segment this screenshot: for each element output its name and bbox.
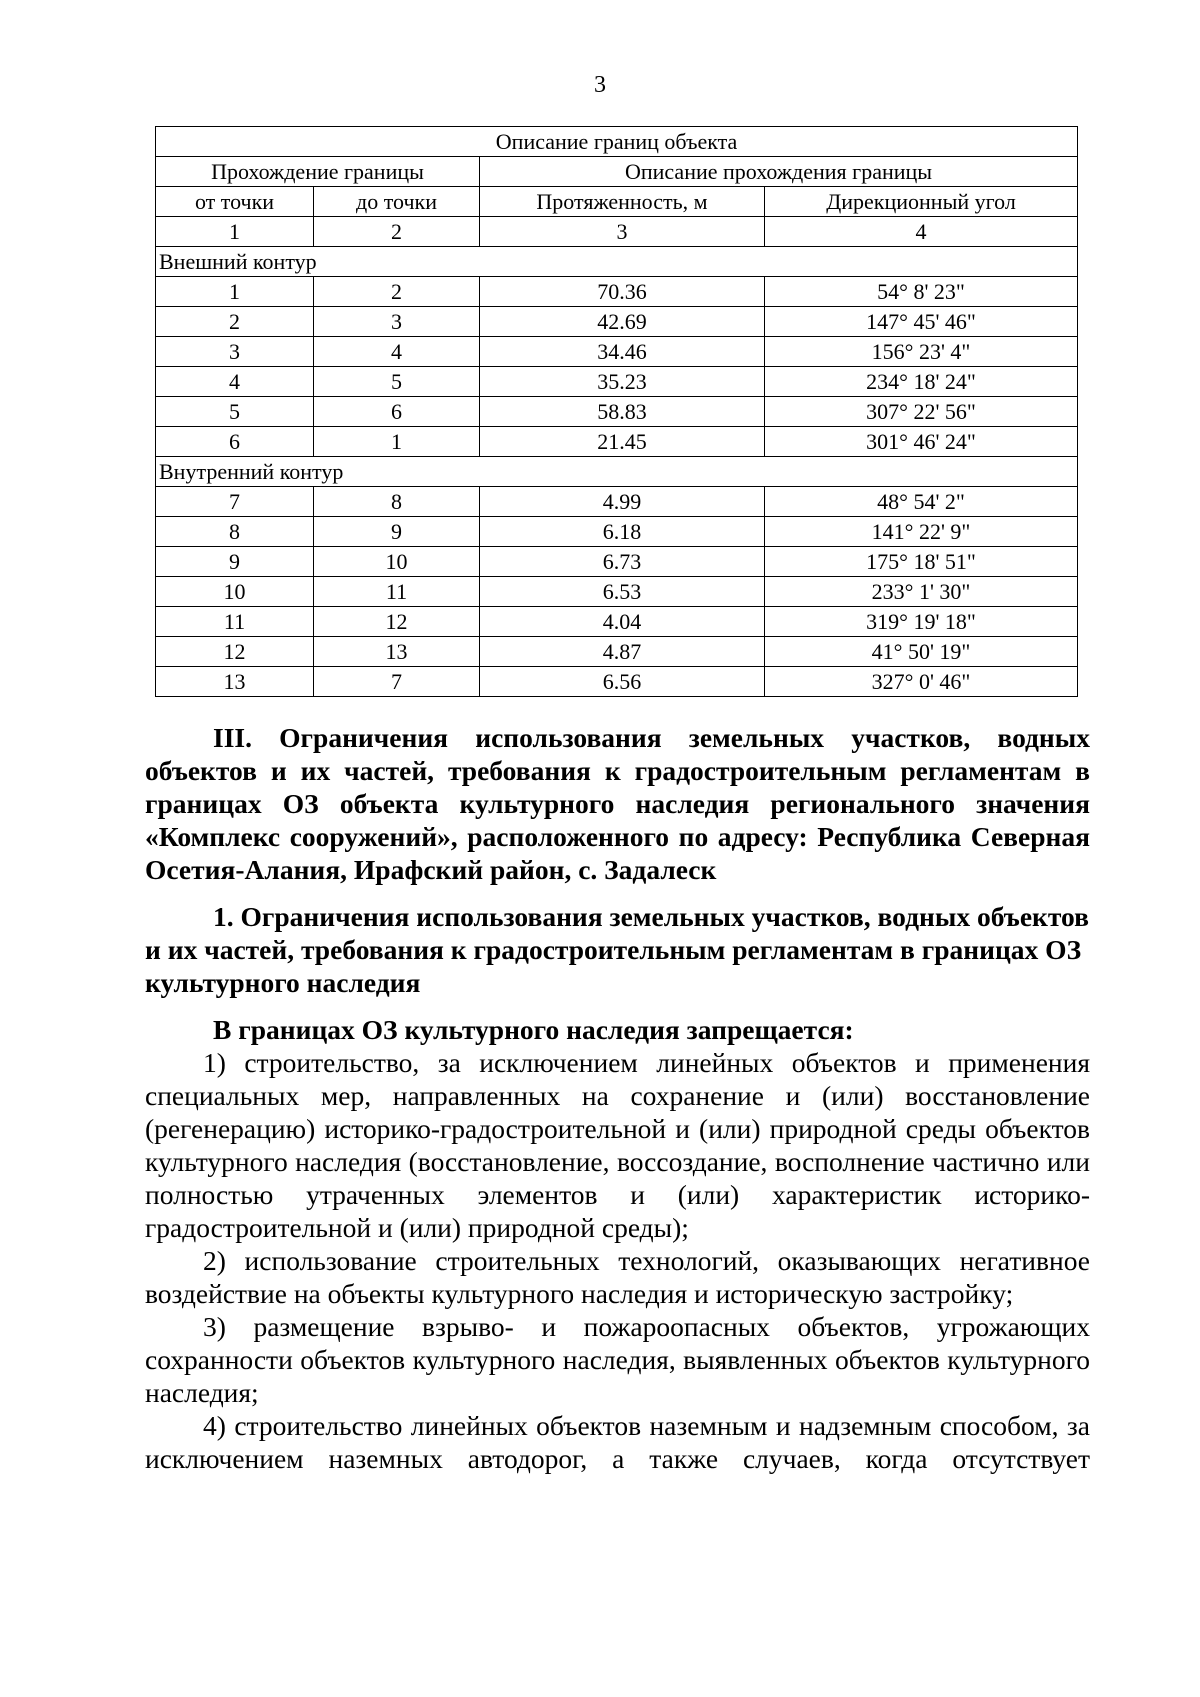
- table-row: [156, 427, 1078, 457]
- from-point-cell: 11: [156, 607, 314, 637]
- angle-cell: 175° 18' 51": [765, 547, 1078, 577]
- column-number: 1: [156, 217, 314, 247]
- table-row: [156, 637, 1078, 667]
- length-cell: 6.53: [480, 577, 765, 607]
- to-point-cell: 9: [314, 517, 480, 547]
- to-point-cell: 2: [314, 277, 480, 307]
- angle-cell: 233° 1' 30": [765, 577, 1078, 607]
- list-item: 3) размещение взрыво- и пожароопасных объектов, угрожающих сохранности объектов культурного наследия, выявленных объектов культурного наследия;: [145, 1311, 1090, 1408]
- table-row: [156, 577, 1078, 607]
- column-number: 3: [480, 217, 765, 247]
- boundary-table: [155, 126, 1078, 697]
- table-row: [156, 337, 1078, 367]
- table-row: [156, 667, 1078, 697]
- angle-cell: 54° 8' 23": [765, 277, 1078, 307]
- list-item: 1) строительство, за исключением линейных объектов и применения специальных мер, направленных на сохранение и (или) восстановление (регенерацию) историко-градостроительной и (или) природной среды объектов культурного наследия (восстановление, воссоздание, восполнение частично или полностью утраченных элементов и (или) характеристик историко-градостроительной и (или) природной среды);: [145, 1047, 1090, 1243]
- length-cell: 70.36: [480, 277, 765, 307]
- to-point-cell: 3: [314, 307, 480, 337]
- table-row: [156, 367, 1078, 397]
- angle-cell: 234° 18' 24": [765, 367, 1078, 397]
- from-point-cell: 8: [156, 517, 314, 547]
- to-point-cell: 6: [314, 397, 480, 427]
- length-cell: 4.99: [480, 487, 765, 517]
- length-cell: 6.56: [480, 667, 765, 697]
- to-point-cell: 10: [314, 547, 480, 577]
- page-number: 3: [594, 72, 606, 98]
- column-number-row: [156, 217, 1078, 247]
- table-title-row: [156, 127, 1078, 157]
- from-point-cell: 9: [156, 547, 314, 577]
- subsection-heading: 1. Ограничения использования земельных участков, водных объектов и их частей, требования к градостроительным регламентам в границах ОЗ культурного наследия: [145, 901, 1089, 998]
- group-header-row: [156, 157, 1078, 187]
- angle-cell: 307° 22' 56": [765, 397, 1078, 427]
- from-point-cell: 2: [156, 307, 314, 337]
- angle-cell: 301° 46' 24": [765, 427, 1078, 457]
- section-label: Внутренний контур: [156, 457, 1078, 487]
- length-cell: 6.73: [480, 547, 765, 577]
- to-point-cell: 13: [314, 637, 480, 667]
- to-point-cell: 4: [314, 337, 480, 367]
- from-point-cell: 1: [156, 277, 314, 307]
- column-header-row: [156, 187, 1078, 217]
- table-row: [156, 307, 1078, 337]
- column-header-to: до точки: [314, 187, 480, 217]
- section-label: Внешний контур: [156, 247, 1078, 277]
- column-number: 2: [314, 217, 480, 247]
- prohibition-list: [145, 1046, 1090, 1475]
- angle-cell: 319° 19' 18": [765, 607, 1078, 637]
- to-point-cell: 7: [314, 667, 480, 697]
- length-cell: 35.23: [480, 367, 765, 397]
- from-point-cell: 7: [156, 487, 314, 517]
- from-point-cell: 3: [156, 337, 314, 367]
- prohibition-intro: В границах ОЗ культурного наследия запрещается:: [213, 1014, 854, 1045]
- length-cell: 58.83: [480, 397, 765, 427]
- angle-cell: 327° 0' 46": [765, 667, 1078, 697]
- list-item: 4) строительство линейных объектов наземным и надземным способом, за исключением наземных автодорог, а также случаев, когда отсутствует: [145, 1410, 1090, 1474]
- table-row: [156, 397, 1078, 427]
- section-row: [156, 247, 1078, 277]
- to-point-cell: 11: [314, 577, 480, 607]
- from-point-cell: 4: [156, 367, 314, 397]
- length-cell: 4.04: [480, 607, 765, 637]
- from-point-cell: 5: [156, 397, 314, 427]
- length-cell: 21.45: [480, 427, 765, 457]
- from-point-cell: 12: [156, 637, 314, 667]
- length-cell: 4.87: [480, 637, 765, 667]
- to-point-cell: 5: [314, 367, 480, 397]
- angle-cell: 156° 23' 4": [765, 337, 1078, 367]
- section-heading: III. Ограничения использования земельных участков, водных объектов и их частей, требования к градостроительным регламентам в границах ОЗ объекта культурного наследия регионального значения «Комплекс сооружений», расположенного по адресу: Республика Северная Осетия-Алания, Ирафский район, с. Задалеск: [145, 722, 1090, 885]
- length-cell: 6.18: [480, 517, 765, 547]
- table-title: Описание границ объекта: [156, 127, 1078, 157]
- angle-cell: 141° 22' 9": [765, 517, 1078, 547]
- length-cell: 34.46: [480, 337, 765, 367]
- column-header-length: Протяженность, м: [480, 187, 765, 217]
- to-point-cell: 1: [314, 427, 480, 457]
- column-number: 4: [765, 217, 1078, 247]
- column-header-from: от точки: [156, 187, 314, 217]
- table-row: [156, 487, 1078, 517]
- from-point-cell: 10: [156, 577, 314, 607]
- to-point-cell: 12: [314, 607, 480, 637]
- angle-cell: 147° 45' 46": [765, 307, 1078, 337]
- table-row: [156, 607, 1078, 637]
- table-row: [156, 277, 1078, 307]
- from-point-cell: 6: [156, 427, 314, 457]
- list-item: 2) использование строительных технологий, оказывающих негативное воздействие на объекты культурного наследия и историческую застройку;: [145, 1245, 1090, 1309]
- section-row: [156, 457, 1078, 487]
- column-header-angle: Дирекционный угол: [765, 187, 1078, 217]
- table-row: [156, 517, 1078, 547]
- angle-cell: 41° 50' 19": [765, 637, 1078, 667]
- angle-cell: 48° 54' 2": [765, 487, 1078, 517]
- to-point-cell: 8: [314, 487, 480, 517]
- table-row: [156, 547, 1078, 577]
- group-header-passage: Прохождение границы: [156, 157, 480, 187]
- group-header-description: Описание прохождения границы: [480, 157, 1078, 187]
- from-point-cell: 13: [156, 667, 314, 697]
- length-cell: 42.69: [480, 307, 765, 337]
